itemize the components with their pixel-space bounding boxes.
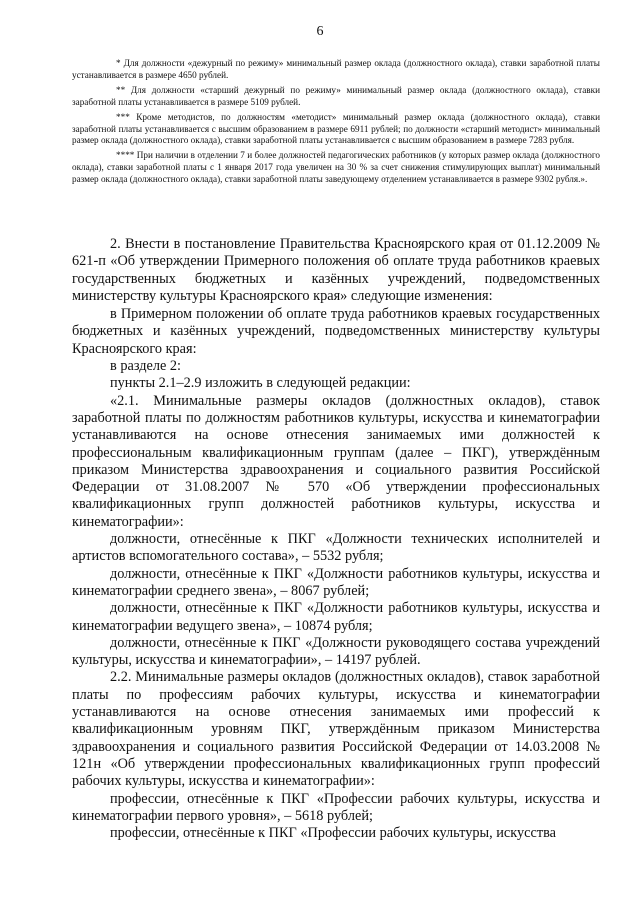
footnotes-block bbox=[72, 58, 600, 189]
paragraph-2-2: 2.2. Минимальные размеры окладов (должностных окладов), ставок заработной платы по профессиям рабочих культуры, искусства и кинематографии устанавливаются на основе отнесения занимаемых ими профессий к квалификационным уровням ПКГ, утверждённым приказом Министерства здравоохранения и социального развития Российской Федерации от 14.03.2008 № 121н «Об утверждении профессиональных квалификационных групп профессий рабочих культуры, искусства и кинематографии»: bbox=[72, 669, 600, 790]
main-text bbox=[72, 236, 600, 842]
list-item-pkg-leading: должности, отнесённые к ПКГ «Должности работников культуры, искусства и кинематографии ведущего звена», – 10874 рубля; bbox=[72, 600, 600, 634]
list-item-pkg-workers-2: профессии, отнесённые к ПКГ «Профессии рабочих культуры, искусства bbox=[110, 825, 556, 842]
paragraph-regulation-scope: в Примерном положении об оплате труда работников краевых государственных бюджетных и казённых учреждений, подведомственных министерству культуры Красноярского края: bbox=[72, 306, 600, 357]
list-item-pkg-technical: должности, отнесённые к ПКГ «Должности технических исполнителей и артистов вспомогательного состава», – 5532 рубля; bbox=[72, 531, 600, 565]
footnote-3: *** Кроме методистов, по должностям «методист» минимальный размер оклада (должностного оклада), ставки заработной платы устанавливается с высшим образованием в размере 6911 рублей; по должности «старший методист» минимальный размер оклада (должностного оклада), ставки заработной платы устанавливается с высшим образованием в размере 7283 рубля. bbox=[72, 111, 600, 146]
footnote-4: **** При наличии в отделении 7 и более должностей педагогических работников (у которых размер оклада (должностного оклада), ставки заработной платы с 1 января 2017 года увеличен на 30 % за счет снижения стимулирующих выплат) минимальный размер оклада (должностного оклада), ставки заработной платы заведующему отделением устанавливается в размере 9302 рубля.». bbox=[72, 150, 600, 185]
paragraph-2-1: «2.1. Минимальные размеры окладов (должностных окладов), ставок заработной платы по должностям работников культуры, искусства и кинематографии устанавливаются на основе отнесения занимаемых ими должностей к профессиональным квалификационным группам (далее – ПКГ), утверждённым приказом Министерства здравоохранения и социального развития Российской Федерации от 31.08.2007 № 570 «Об утверждении профессиональных квалификационных групп должностей работников культуры, искусства и кинематографии»: bbox=[72, 392, 600, 530]
list-item-pkg-workers-1: профессии, отнесённые к ПКГ «Профессии рабочих культуры, искусства и кинематографии первого уровня», – 5618 рублей; bbox=[72, 790, 600, 824]
list-item-pkg-management: должности, отнесённые к ПКГ «Должности руководящего состава учреждений культуры, искусства и кинематографии», – 14197 рублей. bbox=[72, 634, 600, 669]
paragraph-section-2: в разделе 2: bbox=[110, 358, 182, 375]
paragraph-item-2: 2. Внести в постановление Правительства Красноярского края от 01.12.2009 № 621-п «Об утверждении Примерного положения об оплате труда работников краевых государственных бюджетных и казённых учреждений, подведомственных министерству культуры Красноярского края» следующие изменения: bbox=[72, 236, 600, 304]
footnote-2: ** Для должности «старший дежурный по режиму» минимальный размер оклада (должностного оклада), ставки заработной платы устанавливается в размере 5109 рублей. bbox=[72, 84, 600, 107]
list-item-pkg-middle: должности, отнесённые к ПКГ «Должности работников культуры, искусства и кинематографии среднего звена», – 8067 рублей; bbox=[72, 565, 600, 599]
footnote-1: * Для должности «дежурный по режиму» минимальный размер оклада (должностного оклада), ставки заработной платы устанавливается в размере 4650 рублей. bbox=[72, 58, 600, 80]
paragraph-points-2-1-2-9: пункты 2.1–2.9 изложить в следующей редакции: bbox=[110, 375, 411, 392]
page-number: 6 bbox=[316, 24, 324, 39]
